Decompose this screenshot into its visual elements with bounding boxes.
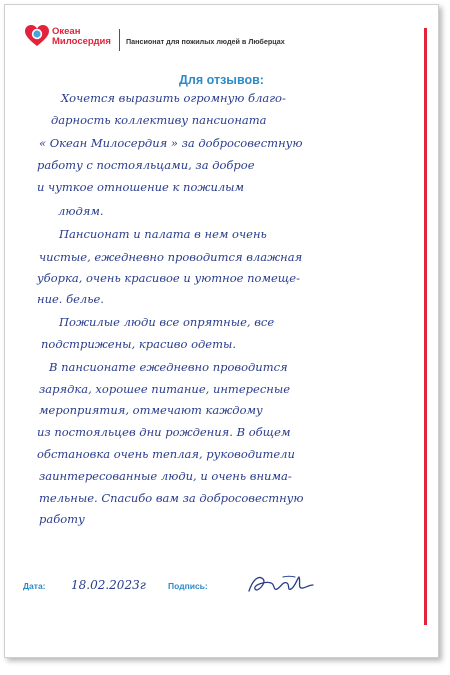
header-divider	[119, 29, 120, 51]
review-line: Пожилые люди все опрятные, все	[59, 315, 275, 329]
page-title: Для отзывов:	[179, 73, 264, 87]
review-line: тельные. Спасибо вам за добросовестную	[39, 491, 304, 505]
logo-text-line2: Милосердия	[52, 36, 111, 47]
review-line: уборка, очень красивое и уютное помеще-	[37, 271, 300, 285]
review-line: мероприятия, отмечают каждому	[39, 403, 263, 417]
review-line: работу	[39, 512, 85, 526]
review-sheet	[4, 4, 439, 658]
review-line: из постояльцев дни рождения. В общем	[37, 425, 291, 439]
heart-logo-icon	[25, 25, 49, 47]
review-line: « Океан Милосердия » за добросовестную	[39, 136, 303, 150]
date-value: 18.02.2023г	[71, 578, 146, 592]
review-line: подстрижены, красиво одеты.	[41, 337, 237, 351]
logo-text-line1: Океан	[52, 26, 81, 37]
review-line: Пансионат и палата в нем очень	[59, 227, 267, 241]
review-line: зарядка, хорошее питание, интересные	[39, 382, 291, 396]
review-line: людям.	[58, 204, 104, 218]
header-subtitle: Пансионат для пожилых людей в Люберцах	[126, 37, 285, 46]
review-line: заинтересованные люди, и очень внима-	[39, 469, 292, 483]
review-line: обстановка очень теплая, руководители	[37, 447, 295, 461]
review-line: и чуткое отношение к пожилым	[37, 180, 245, 194]
date-label: Дата:	[23, 581, 46, 591]
signature-label: Подпись:	[168, 581, 208, 591]
handwritten-signature	[243, 571, 323, 601]
review-line: работу с постояльцами, за доброе	[37, 158, 255, 172]
review-line: чистые, ежедневно проводится влажная	[39, 250, 303, 264]
review-line: В пансионате ежедневно проводится	[49, 360, 288, 374]
review-line: Хочется выразить огромную благо-	[61, 91, 286, 105]
logo	[25, 23, 117, 53]
review-line: ние. белье.	[37, 292, 104, 306]
review-line: дарность коллективу пансионата	[51, 113, 267, 127]
red-margin-bar	[424, 28, 427, 625]
